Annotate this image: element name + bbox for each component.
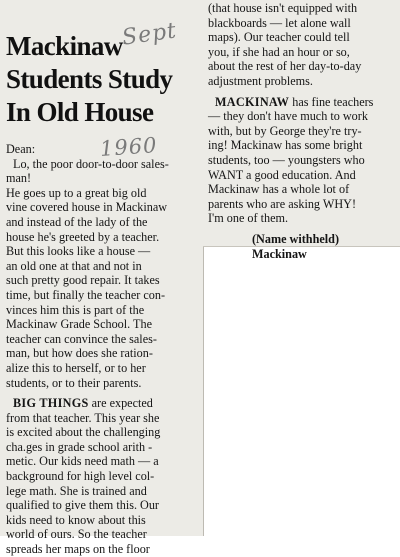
clipping-right-column xyxy=(203,0,400,261)
text-line: Lo, the poor door-to-door sales- xyxy=(13,156,169,171)
text-line xyxy=(208,95,398,110)
signature: (Name withheld) xyxy=(252,231,339,246)
text-line: vine covered house in Mackinaw xyxy=(6,200,168,215)
signature-place: Mackinaw xyxy=(252,246,307,261)
paragraph-3 xyxy=(208,95,398,226)
text-line: time, but finally the teacher con- xyxy=(6,287,166,302)
text-line: — they don't have much to work xyxy=(208,109,368,124)
text-line: WANT a good education. And xyxy=(208,167,356,182)
text-line: man, but how does she ration- xyxy=(6,346,153,361)
headline-line-1: Mackinaw xyxy=(6,31,123,61)
text-line: world of ours. So the teacher xyxy=(6,527,147,542)
letter-body xyxy=(6,142,200,557)
text-line: from that teacher. This year she xyxy=(6,410,160,425)
paragraph-1 xyxy=(6,157,200,391)
text-line: about the rest of her day-to-day xyxy=(208,59,362,74)
text-line: I'm one of them. xyxy=(208,211,289,226)
headline-line-3: In Old House xyxy=(6,97,154,127)
text-line: maps). Our teacher could tell xyxy=(208,30,350,45)
text-line: teacher can convince the sales- xyxy=(6,331,157,346)
handwritten-date-note: Sept xyxy=(120,18,179,51)
headline-line-2: Students Study xyxy=(6,64,173,94)
text-line: students, or to their parents. xyxy=(6,375,142,390)
text-line xyxy=(6,396,200,411)
text-line: lege math. She is trained and xyxy=(6,483,147,498)
headline xyxy=(6,30,198,129)
text-line: ing! Mackinaw has some bright xyxy=(208,138,363,153)
text-line: with, but by George they're try- xyxy=(208,123,362,138)
text-line: background for high level col- xyxy=(6,469,155,484)
text-line: an old one at that and not in xyxy=(6,258,142,273)
letter-continuation xyxy=(208,1,398,261)
handwritten-year-note: 1960 xyxy=(99,133,159,161)
text-line: house he's greeted by a teacher. xyxy=(6,229,160,244)
text-line: spreads her maps on the floor xyxy=(6,542,150,557)
text-line: students, too — youngsters who xyxy=(208,152,365,167)
text-line: you, if she had an hour or so, xyxy=(208,44,350,59)
text-line: alize this to herself, or to her xyxy=(6,360,146,375)
text-fragment: has fine teachers xyxy=(292,94,374,109)
text-line: such pretty good repair. It takes xyxy=(6,273,160,288)
salutation: Dean: xyxy=(6,142,36,156)
text-line: vinces him this is part of the xyxy=(6,302,145,317)
text-line: parents who are asking WHY! xyxy=(208,196,357,211)
text-line: Mackinaw Grade School. The xyxy=(6,317,152,332)
text-line: qualified to give them this. Our xyxy=(6,498,159,513)
text-line: (that house isn't equipped with xyxy=(208,1,358,15)
text-line: Mackinaw has a whole lot of xyxy=(208,182,350,197)
text-line: kids need to know about this xyxy=(6,512,146,527)
text-line: adjustment problems. xyxy=(208,73,313,88)
paragraph-lead: BIG THINGS xyxy=(13,396,89,411)
text-line: and instead of the lady of the xyxy=(6,214,148,229)
paragraph-2-continued xyxy=(208,1,398,89)
text-line: But this looks like a house — xyxy=(6,244,151,259)
text-line: blackboards — let alone wall xyxy=(208,15,351,30)
paragraph-lead: MACKINAW xyxy=(215,94,290,109)
paragraph-2 xyxy=(6,396,200,557)
text-line: metic. Our kids need math — a xyxy=(6,454,159,469)
text-line: man! xyxy=(6,171,32,186)
text-line: is excited about the challenging xyxy=(6,425,161,440)
text-fragment: are expected xyxy=(91,396,153,411)
text-line: He goes up to a great big old xyxy=(6,185,147,200)
text-line: cha.ges in grade school arith - xyxy=(6,439,153,454)
